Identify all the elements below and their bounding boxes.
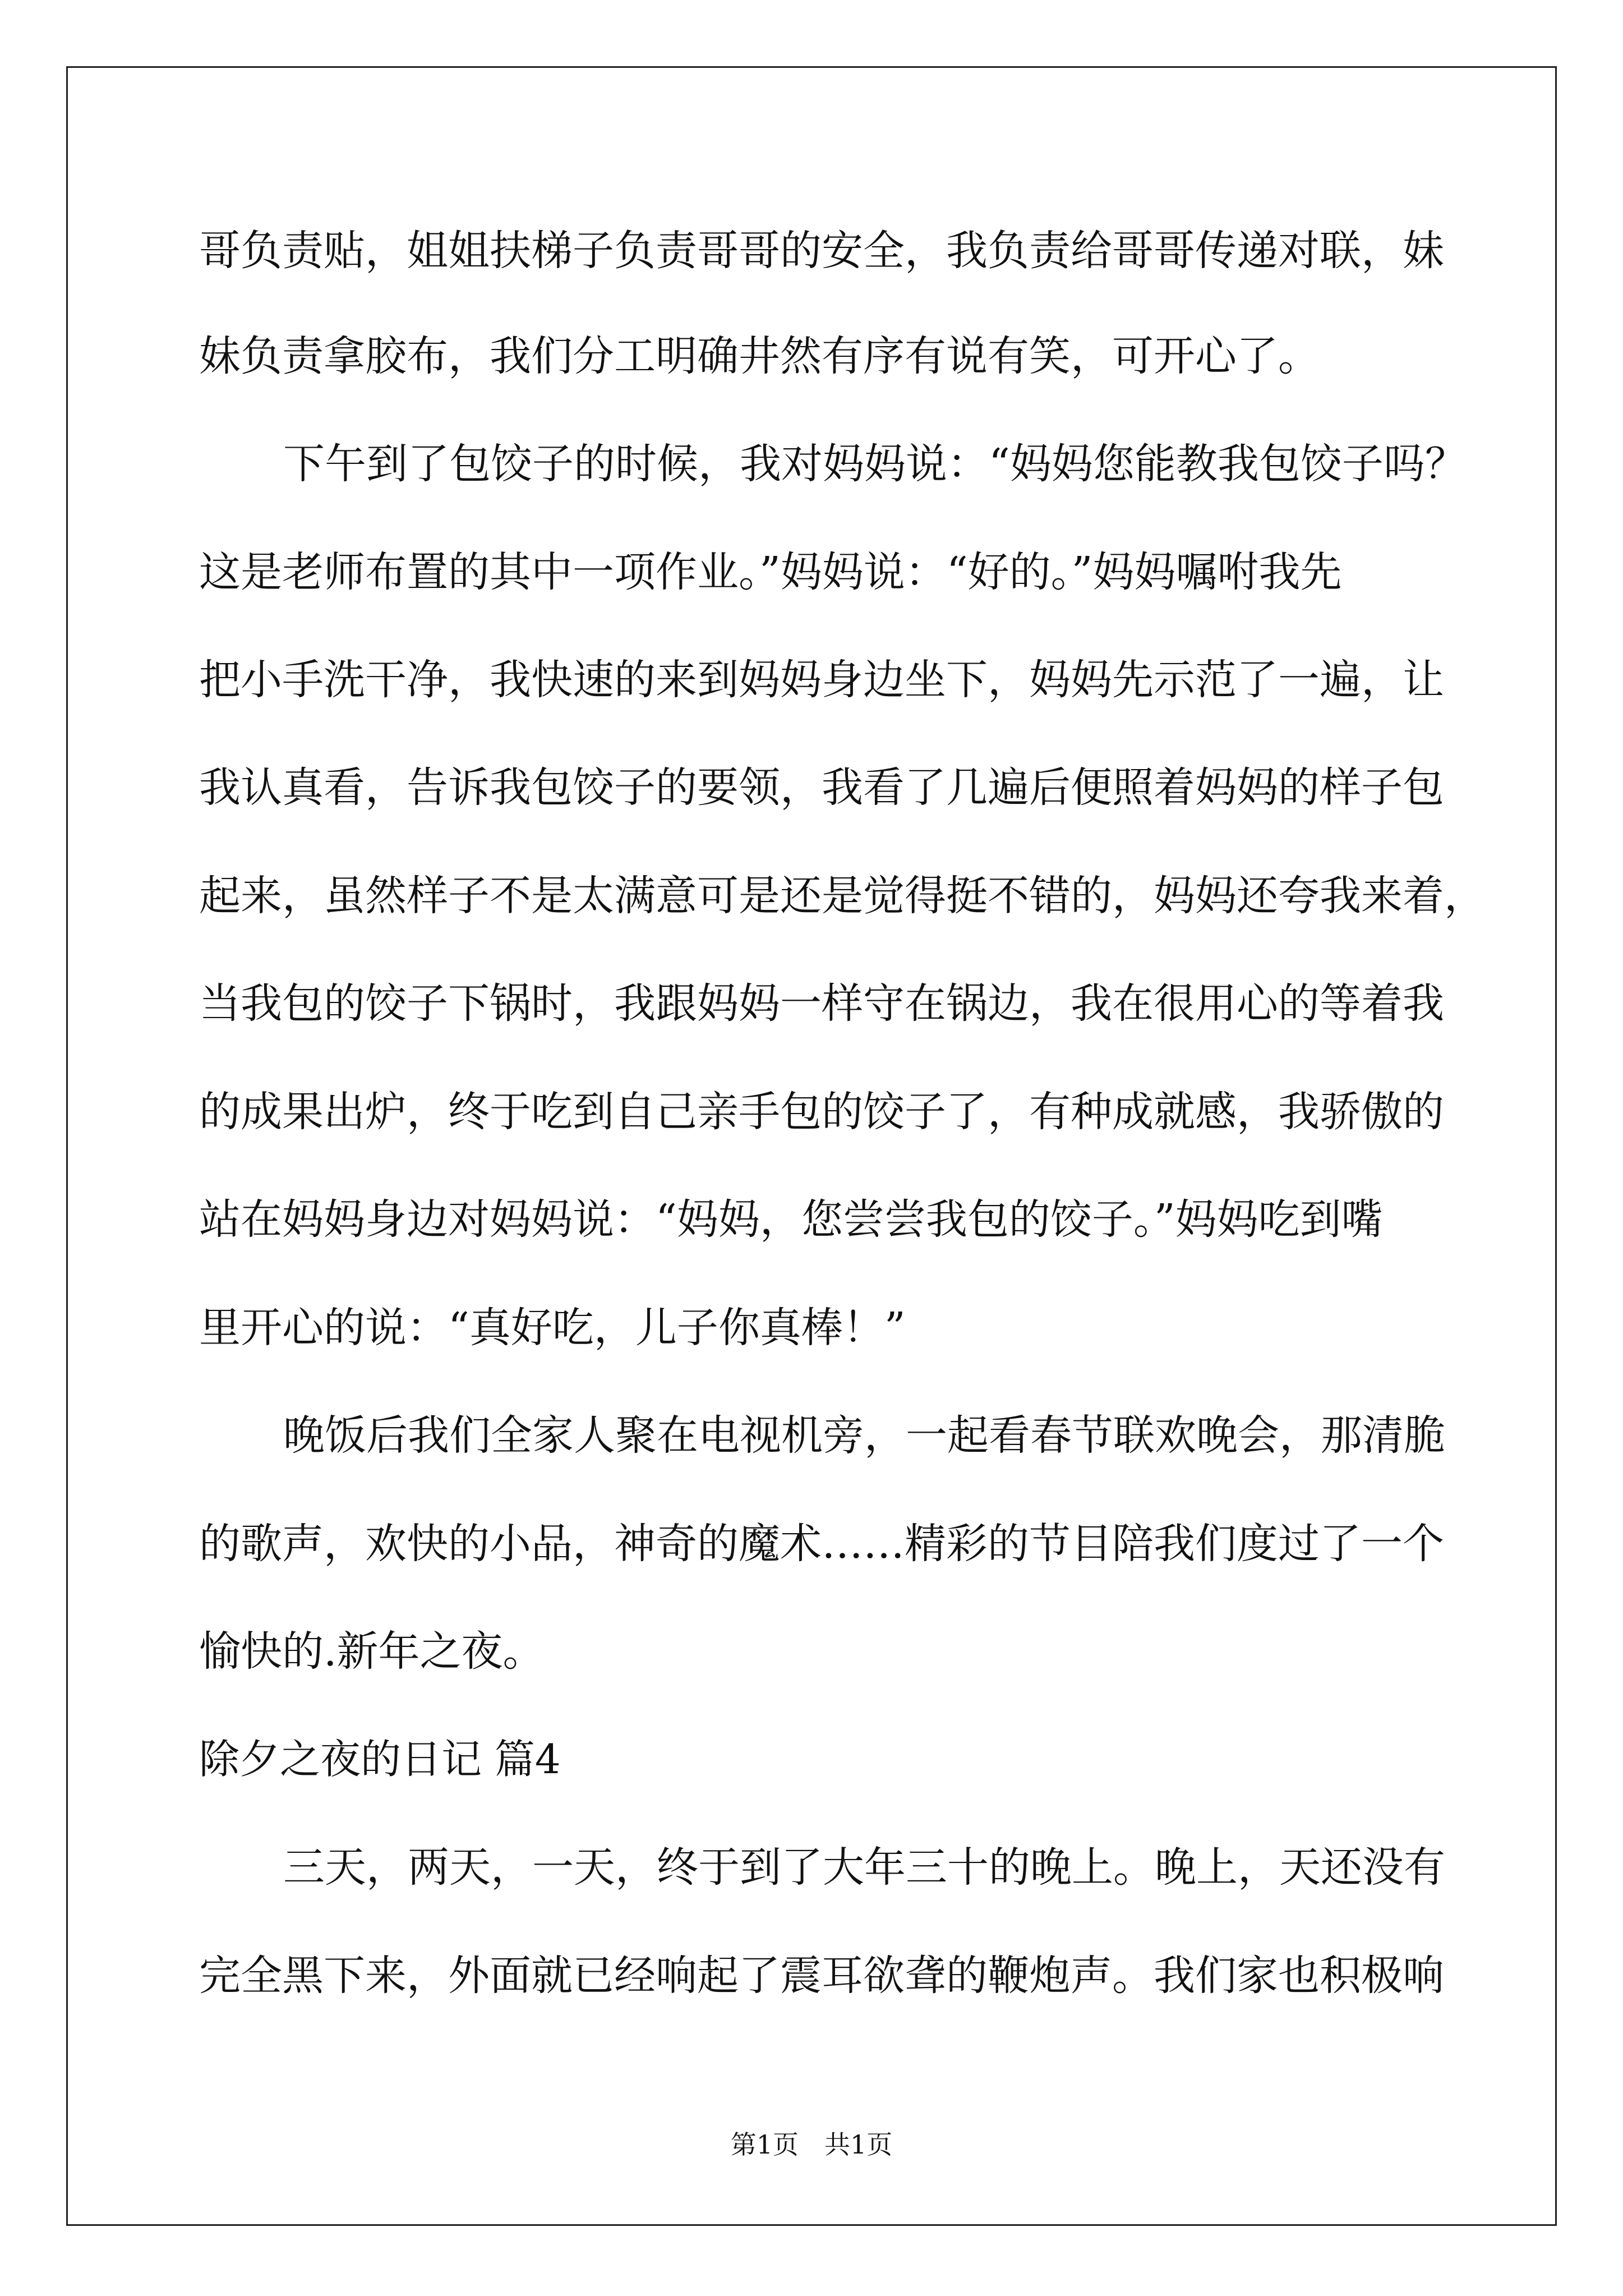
paragraph-line: 我认真看，告诉我包饺子的要领，我看了几遍后便照着妈妈的样子包	[199, 763, 1444, 812]
paragraph-line: 的歌声，欢快的小品，神奇的魔术……精彩的节目陪我们度过了一个	[199, 1520, 1444, 1568]
paragraph-line: 哥负责贴，姐姐扶梯子负责哥哥的安全，我负责给哥哥传递对联，妹	[199, 227, 1444, 275]
paragraph-line: 起来，虽然样子不是太满意可是还是觉得挺不错的，妈妈还夸我来着，	[199, 872, 1486, 920]
paragraph-line: 完全黑下来，外面就已经响起了震耳欲聋的鞭炮声。我们家也积极响	[199, 1952, 1444, 2000]
paragraph-line: 站在妈妈身边对妈妈说：“妈妈，您尝尝我包的饺子。”妈妈吃到嘴	[199, 1195, 1383, 1244]
page-footer: 第1页 共1页	[730, 2129, 893, 2160]
paragraph-line: 妹负责拿胶布，我们分工明确井然有序有说有笑，可开心了。	[199, 332, 1320, 380]
page-border	[66, 66, 1557, 2226]
paragraph-line: 这是老师布置的其中一项作业。”妈妈说：“好的。”妈妈嘱咐我先	[199, 548, 1342, 596]
paragraph-line: 下午到了包饺子的时候，我对妈妈说：“妈妈您能教我包饺子吗？	[283, 440, 1467, 488]
paragraph-line: 里开心的说：“真好吃，儿子你真棒！”	[199, 1304, 906, 1352]
paragraph-line: 当我包的饺子下锅时，我跟妈妈一样守在锅边，我在很用心的等着我	[199, 979, 1444, 1028]
paragraph-line: 愉快的.新年之夜。	[199, 1627, 545, 1676]
paragraph-line: 三天，两天，一天，终于到了大年三十的晚上。晚上，天还没有	[283, 1843, 1445, 1892]
paragraph-line: 把小手洗干净，我快速的来到妈妈身边坐下，妈妈先示范了一遍，让	[199, 656, 1444, 704]
paragraph-line: 的成果出炉，终于吃到自己亲手包的饺子了，有种成就感，我骄傲的	[199, 1088, 1444, 1136]
section-heading: 除夕之夜的日记 篇4	[199, 1736, 561, 1783]
paragraph-line: 晚饭后我们全家人聚在电视机旁，一起看春节联欢晚会，那清脆	[283, 1411, 1445, 1460]
